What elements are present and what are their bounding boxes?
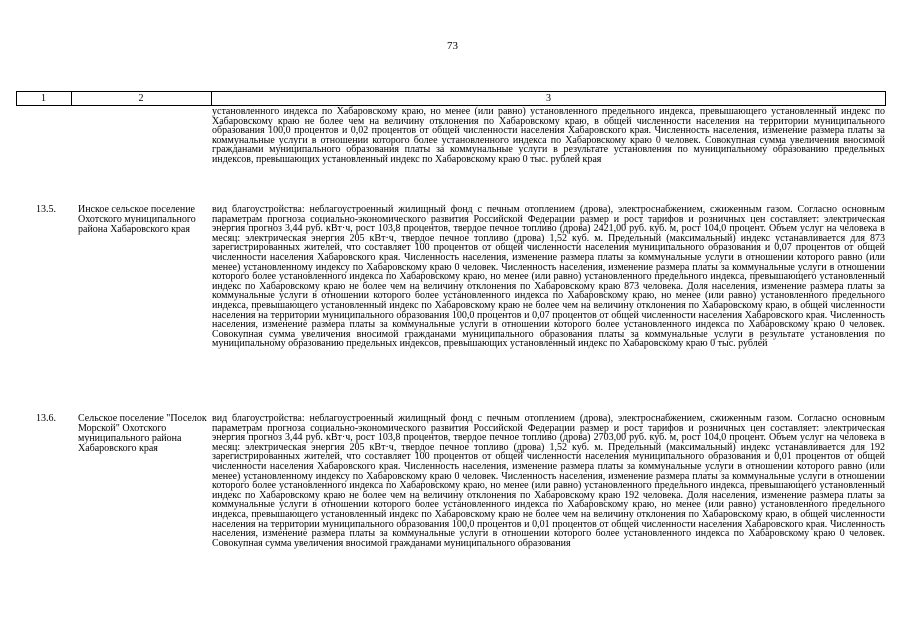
header-col-3: 3 <box>546 93 551 104</box>
row-description: вид благоустройства: неблагоустроенный жилищный фонд с печным отоплением (дрова), электроснабжением, сжиженным газом. Согласно основным параметрам прогноза социально-экономического развития Российской Федерации размер и рост тарифов и розничных цен составляет: электрическая энергия прогноз 3,44 руб. кВт·ч, рост 103,8 процентов, твердое печное топливо (дрова) 2421,00 руб. куб. м, рост 104,0 процент. Объем услуг на человека в месяц: электрическая энергия 205 кВт·ч, твердое печное топливо (дрова) 1,52 куб. м. Предельный (максимальный) индекс устанавливается для 873 зарегистрированных жителей, что составляет 100 процентов от общей численности населения муниципального образования и 0,07 процентов от общей численности населения Хабаровского края. Численность населения, изменение размера платы за коммунальные услуги в отношении которого равно (или менее) установленному индексу по Хабаровскому краю 0 человек. Численность населения, изменение размера платы за коммунальные услуги в отношении которого более установленного индекса по Хабаровскому краю, но менее (или равно) установленного предельного индекса, превышающего установленный индекс по Хабаровскому краю не более чем на величину отклонения по Хабаровскому краю 873 человека. Доля населения, изменение размера платы за коммунальные услуги в отношении которого более установленного индекса по Хабаровскому краю, но менее (или равно) установленного предельного индекса, превышающего установленный индекс по Хабаровскому краю не более чем на величину отклонения по Хабаровскому краю, в общей численности населения на территории муниципального образования 100,0 процентов и 0,07 процентов от общей численности населения Хабаровского края. Численность населения, изменение размера платы за коммунальные услуги в отношении которого более установленного индекса по Хабаровскому краю 0 человек. Совокупная сумма увеличения вносимой гражданами муниципального образования платы за коммунальные услуги в результате установления по муниципальному образованию предельных индексов, превышающих установленный индекс по Хабаровскому краю 0 тыс. рублей <box>212 204 885 350</box>
row-description: вид благоустройства: неблагоустроенный жилищный фонд с печным отоплением (дрова), электроснабжением, сжиженным газом. Согласно основным параметрам прогноза социально-экономического развития Российской Федерации размер и рост тарифов и розничных цен составляет: электрическая энергия прогноз 3,44 руб. кВт·ч, рост 103,8 процентов, твердое печное топливо (дрова) 2703,00 руб. куб. м, рост 104,0 процент. Объем услуг на человека в месяц: электрическая энергия 205 кВт·ч, твердое печное топливо (дрова) 1,52 куб. м. Предельный (максимальный) индекс устанавливается для 192 зарегистрированных жителей, что составляет 100 процентов от общей численности населения муниципального образования и 0,01 процентов от общей численности населения Хабаровского края. Численность населения, изменение размера платы за коммунальные услуги в отношении которого равно (или менее) установленному индексу по Хабаровскому краю 0 человек. Численность населения, изменение размера платы за коммунальные услуги в отношении которого более установленного индекса по Хабаровскому краю, но менее (или равно) установленного предельного индекса, превышающего установленный индекс по Хабаровскому краю не более чем на величину отклонения по Хабаровскому краю 192 человека. Доля населения, изменение размера платы за коммунальные услуги в отношении которого более установленного индекса по Хабаровскому краю, но менее (или равно) установленного предельного индекса, превышающего установленный индекс по Хабаровскому краю не более чем на величину отклонения по Хабаровскому краю, в общей численности населения на территории муниципального образования 100,0 процентов и 0,01 процентов от общей численности населения Хабаровского края. Численность населения, изменение размера платы за коммунальные услуги в отношении которого более установленного индекса по Хабаровскому краю 0 человек. Совокупная сумма увеличения вносимой гражданами муниципального образования <box>212 413 885 549</box>
header-col-1: 1 <box>41 93 46 104</box>
settlement-name: Инское сельское поселение Охотского муниципального района Хабаровского края <box>78 204 196 235</box>
row-number: 13.6. <box>36 413 56 424</box>
continuation-text: установленного индекса по Хабаровскому краю, но менее (или равно) установленного предельного индекса, превышающего установленный индекс по Хабаровскому краю не более чем на величину отклонения по Хабаровскому краю, в общей численности населения на территории муниципального образования 100,0 процентов и 0,02 процентов от общей численности населения Хабаровского края. Численность населения, изменение размера платы за коммунальные услуги в отношении которого более установленного индекса по Хабаровскому краю 0 человек. Совокупная сумма увеличения вносимой гражданами муниципального образования платы за коммунальные услуги в результате установления по муниципальному образованию предельных индексов, превышающих установленный индекс по Хабаровскому краю 0 тыс. рублей края <box>212 106 885 165</box>
header-col-2: 2 <box>138 93 144 104</box>
page-number: 73 <box>447 40 458 52</box>
settlement-name: Сельское поселение "Поселок Морской" Охотского муниципального района Хабаровского края <box>78 413 207 454</box>
table-header <box>16 91 886 106</box>
row-number: 13.5. <box>36 204 56 215</box>
